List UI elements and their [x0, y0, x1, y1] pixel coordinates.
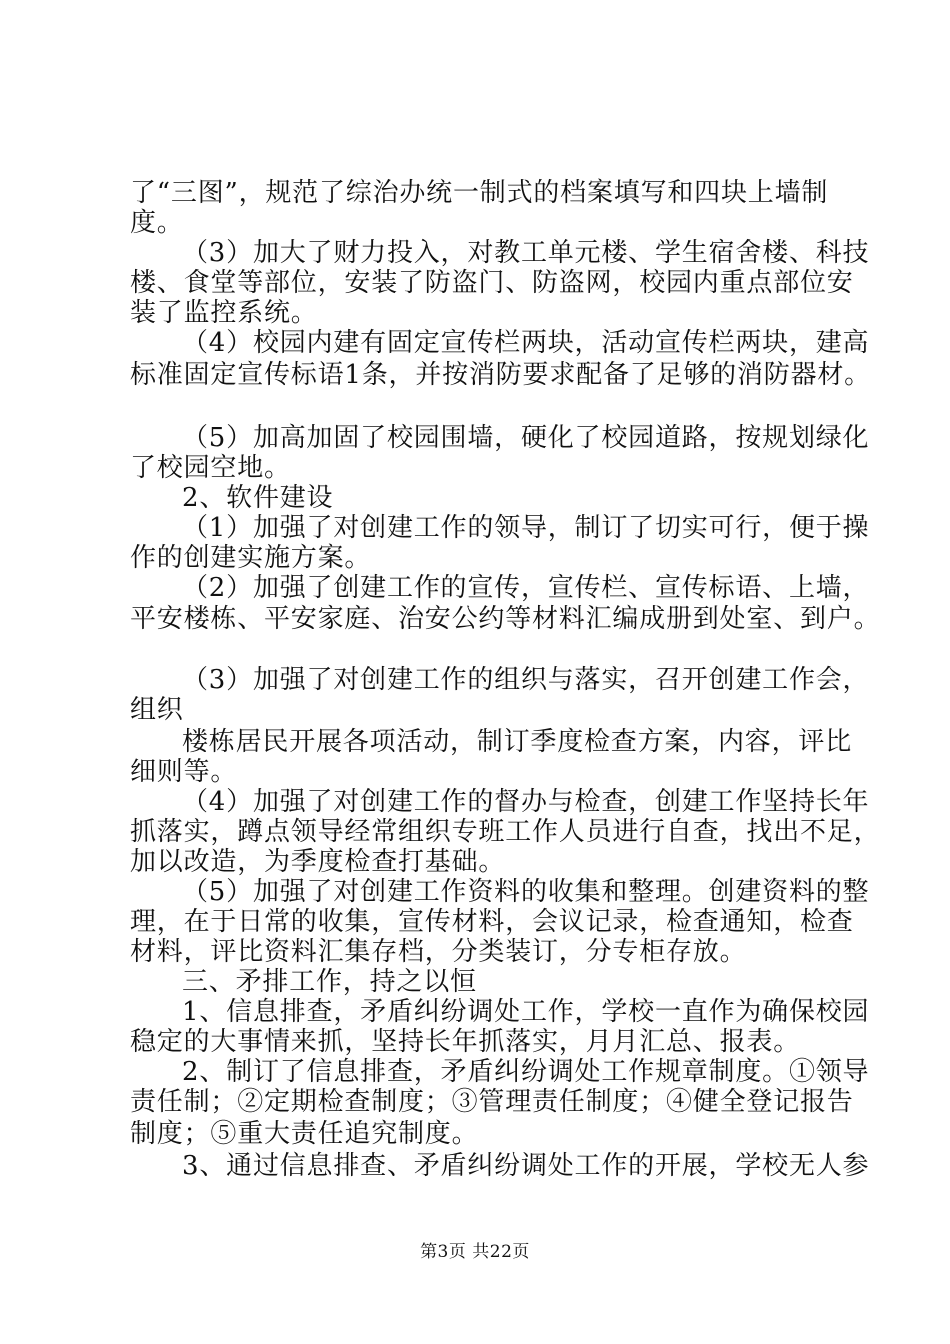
body-line: 责任制；②定期检查制度；③管理责任制度；④健全登记报告 — [130, 1087, 854, 1117]
body-line: 了“三图”，规范了综治办统一制式的档案填写和四块上墙制 — [130, 178, 829, 208]
body-line: 平安楼栋、平安家庭、治安公约等材料汇编成册到处室、到户。 — [130, 604, 881, 634]
body-line: 抓落实，蹲点领导经常组织专班工作人员进行自查，找出不足， — [130, 817, 881, 847]
body-line: 组织 — [130, 695, 184, 725]
body-line: 3、通过信息排查、矛盾纠纷调处工作的开展，学校无人参 — [182, 1151, 870, 1181]
body-line: 度。 — [130, 208, 184, 238]
body-line: 理，在于日常的收集，宣传材料，会议记录，检查通知，检查 — [130, 907, 854, 937]
section-heading: 2、软件建设 — [182, 483, 334, 513]
body-line: （3）加强了对创建工作的组织与落实，召开创建工作会， — [182, 665, 870, 695]
body-line: 稳定的大事情来抓，坚持长年抓落实，月月汇总、报表。 — [130, 1027, 801, 1057]
body-line: 1、信息排查，矛盾纠纷调处工作，学校一直作为确保校园 — [182, 997, 870, 1027]
page-number-footer: 第3页 共22页 — [420, 1242, 530, 1262]
body-line: 装了监控系统。 — [130, 298, 318, 328]
body-line: （5）加高加固了校园围墙，硬化了校园道路，按规划绿化 — [182, 423, 870, 453]
body-line: 材料，评比资料汇集存档，分类装订，分专柜存放。 — [130, 937, 747, 967]
body-line: 细则等。 — [130, 757, 238, 787]
body-line: 加以改造，为季度检查打基础。 — [130, 847, 506, 877]
body-line: 2、制订了信息排查，矛盾纠纷调处工作规章制度。①领导 — [182, 1057, 870, 1087]
body-line: 了校园空地。 — [130, 453, 291, 483]
body-line: （3）加大了财力投入，对教工单元楼、学生宿舍楼、科技 — [182, 238, 870, 268]
body-line: （4）校园内建有固定宣传栏两块，活动宣传栏两块，建高 — [182, 328, 870, 358]
body-line: 楼栋居民开展各项活动，制订季度检查方案，内容，评比 — [182, 727, 853, 757]
body-line: （4）加强了对创建工作的督办与检查，创建工作坚持长年 — [182, 787, 870, 817]
section-heading: 三、矛排工作，持之以恒 — [182, 967, 477, 997]
body-line: 标准固定宣传标语1条，并按消防要求配备了足够的消防器材。 — [130, 360, 871, 390]
body-line: 楼、食堂等部位，安装了防盗门、防盗网，校园内重点部位安 — [130, 268, 854, 298]
body-line: （5）加强了对创建工作资料的收集和整理。创建资料的整 — [182, 877, 870, 907]
body-line: 制度；⑤重大责任追究制度。 — [130, 1119, 479, 1149]
body-line: （1）加强了对创建工作的领导，制订了切实可行，便于操 — [182, 513, 870, 543]
body-line: 作的创建实施方案。 — [130, 543, 372, 573]
body-line: （2）加强了创建工作的宣传，宣传栏、宣传标语、上墙， — [182, 573, 870, 603]
